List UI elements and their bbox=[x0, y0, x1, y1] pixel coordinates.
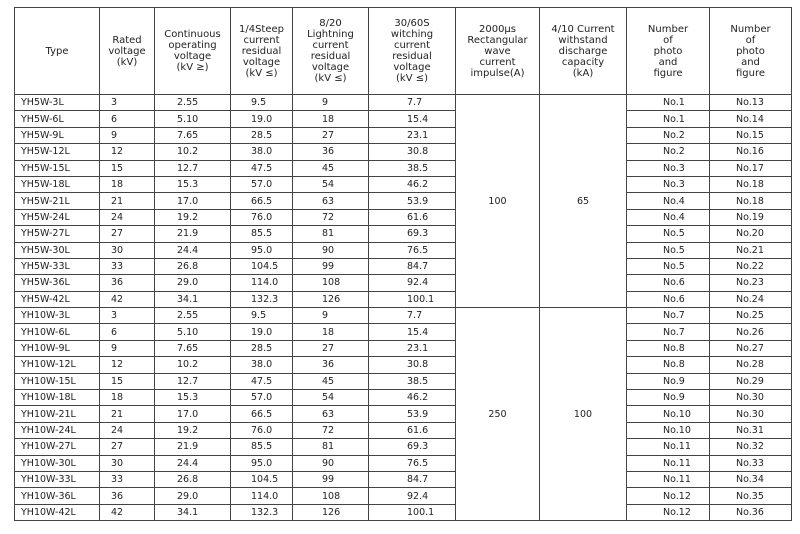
switching-residual-cell: 100.1 bbox=[369, 291, 456, 307]
type-cell: YH10W-15L bbox=[15, 373, 100, 389]
photo-number-cell: No.5 bbox=[627, 226, 710, 242]
figure-number-cell: No.26 bbox=[710, 324, 792, 340]
photo-number-cell: No.4 bbox=[627, 209, 710, 225]
type-cell: YH5W-18L bbox=[15, 176, 100, 192]
type-cell: YH5W-6L bbox=[15, 111, 100, 127]
rated-voltage-cell: 21 bbox=[100, 406, 155, 422]
header-line: voltage bbox=[108, 45, 146, 57]
lightning-residual-cell: 9 bbox=[293, 95, 369, 111]
steep-residual-cell: 114.0 bbox=[231, 488, 293, 504]
switching-residual-cell: 84.7 bbox=[369, 471, 456, 487]
continuous-voltage-cell: 26.8 bbox=[155, 258, 231, 274]
continuous-voltage-cell: 15.3 bbox=[155, 390, 231, 406]
rated-voltage-cell: 15 bbox=[100, 373, 155, 389]
header-line: discharge bbox=[558, 45, 608, 57]
lightning-residual-cell: 54 bbox=[293, 390, 369, 406]
figure-number-cell: No.35 bbox=[710, 488, 792, 504]
table-row bbox=[15, 488, 792, 504]
switching-residual-cell: 30.8 bbox=[369, 357, 456, 373]
table-row bbox=[15, 176, 792, 192]
switching-residual-cell: 100.1 bbox=[369, 504, 456, 520]
header-line: (kV ≤) bbox=[396, 73, 428, 84]
photo-number-cell: No.10 bbox=[627, 406, 710, 422]
type-cell: YH5W-12L bbox=[15, 144, 100, 160]
photo-number-cell: No.5 bbox=[627, 242, 710, 258]
switching-residual-cell: 38.5 bbox=[369, 373, 456, 389]
switching-residual-cell: 69.3 bbox=[369, 439, 456, 455]
continuous-voltage-cell: 21.9 bbox=[155, 226, 231, 242]
switching-residual-cell: 23.1 bbox=[369, 340, 456, 356]
figure-number-cell: No.20 bbox=[710, 226, 792, 242]
type-cell: YH10W-24L bbox=[15, 422, 100, 438]
continuous-voltage-cell: 24.4 bbox=[155, 242, 231, 258]
steep-residual-cell: 95.0 bbox=[231, 455, 293, 471]
lightning-residual-cell: 99 bbox=[293, 471, 369, 487]
header-line: Rectangular bbox=[467, 34, 528, 46]
rated-voltage-cell: 27 bbox=[100, 226, 155, 242]
type-cell: YH5W-21L bbox=[15, 193, 100, 209]
table-row bbox=[15, 242, 792, 258]
photo-number-cell: No.11 bbox=[627, 439, 710, 455]
continuous-voltage-cell: 15.3 bbox=[155, 176, 231, 192]
type-cell: YH10W-12L bbox=[15, 357, 100, 373]
switching-residual-cell: 76.5 bbox=[369, 242, 456, 258]
figure-number-cell: No.21 bbox=[710, 242, 792, 258]
type-cell: YH5W-15L bbox=[15, 160, 100, 176]
photo-number-cell: No.8 bbox=[627, 340, 710, 356]
steep-residual-cell: 66.5 bbox=[231, 193, 293, 209]
header-steep-residual-voltage bbox=[231, 8, 293, 95]
rated-voltage-cell: 3 bbox=[100, 95, 155, 111]
figure-number-cell: No.28 bbox=[710, 357, 792, 373]
table-row bbox=[15, 160, 792, 176]
continuous-voltage-cell: 10.2 bbox=[155, 357, 231, 373]
header-withstand-capacity bbox=[540, 8, 627, 95]
figure-number-cell: No.27 bbox=[710, 340, 792, 356]
switching-residual-cell: 61.6 bbox=[369, 422, 456, 438]
lightning-residual-cell: 18 bbox=[293, 324, 369, 340]
continuous-voltage-cell: 7.65 bbox=[155, 127, 231, 143]
header-line: current bbox=[243, 34, 280, 46]
figure-number-cell: No.32 bbox=[710, 439, 792, 455]
header-rated-voltage bbox=[100, 8, 155, 95]
type-cell: YH5W-9L bbox=[15, 127, 100, 143]
continuous-voltage-cell: 5.10 bbox=[155, 324, 231, 340]
rated-voltage-cell: 21 bbox=[100, 193, 155, 209]
figure-number-cell: No.34 bbox=[710, 471, 792, 487]
header-line: Number bbox=[647, 23, 689, 35]
figure-number-cell: No.24 bbox=[710, 291, 792, 307]
continuous-voltage-cell: 21.9 bbox=[155, 439, 231, 455]
continuous-voltage-cell: 34.1 bbox=[155, 504, 231, 520]
table-row bbox=[15, 455, 792, 471]
photo-number-cell: No.8 bbox=[627, 357, 710, 373]
lightning-residual-cell: 45 bbox=[293, 373, 369, 389]
figure-number-cell: No.16 bbox=[710, 144, 792, 160]
photo-number-cell: No.12 bbox=[627, 504, 710, 520]
header-line: (kV ≥) bbox=[176, 62, 209, 73]
lightning-residual-cell: 63 bbox=[293, 406, 369, 422]
table-row bbox=[15, 111, 792, 127]
switching-residual-cell: 46.2 bbox=[369, 390, 456, 406]
rated-voltage-cell: 33 bbox=[100, 258, 155, 274]
lightning-residual-cell: 9 bbox=[293, 308, 369, 324]
lightning-residual-cell: 63 bbox=[293, 193, 369, 209]
switching-residual-cell: 7.7 bbox=[369, 95, 456, 111]
header-line: voltage bbox=[311, 62, 350, 73]
header-row bbox=[15, 8, 792, 95]
header-line: (kV ≤) bbox=[245, 67, 278, 79]
photo-number-cell: No.6 bbox=[627, 291, 710, 307]
header-line: of bbox=[745, 34, 756, 46]
switching-residual-cell: 30.8 bbox=[369, 144, 456, 160]
rated-voltage-cell: 24 bbox=[100, 209, 155, 225]
rated-voltage-cell: 36 bbox=[100, 488, 155, 504]
steep-residual-cell: 19.0 bbox=[231, 324, 293, 340]
continuous-voltage-cell: 19.2 bbox=[155, 422, 231, 438]
table-header bbox=[15, 8, 792, 95]
rated-voltage-cell: 15 bbox=[100, 160, 155, 176]
table-row bbox=[15, 373, 792, 389]
lightning-residual-cell: 81 bbox=[293, 439, 369, 455]
steep-residual-cell: 28.5 bbox=[231, 127, 293, 143]
table-row bbox=[15, 357, 792, 373]
steep-residual-cell: 95.0 bbox=[231, 242, 293, 258]
figure-number-cell: No.22 bbox=[710, 258, 792, 274]
continuous-voltage-cell: 17.0 bbox=[155, 193, 231, 209]
continuous-voltage-cell: 29.0 bbox=[155, 275, 231, 291]
type-cell: YH5W-33L bbox=[15, 258, 100, 274]
steep-residual-cell: 85.5 bbox=[231, 226, 293, 242]
lightning-residual-cell: 18 bbox=[293, 111, 369, 127]
header-line: photo bbox=[653, 45, 683, 57]
header-line: Continuous bbox=[164, 29, 221, 40]
lightning-residual-cell: 108 bbox=[293, 275, 369, 291]
rated-voltage-cell: 6 bbox=[100, 324, 155, 340]
photo-number-cell: No.1 bbox=[627, 95, 710, 111]
photo-number-cell: No.1 bbox=[627, 111, 710, 127]
steep-residual-cell: 38.0 bbox=[231, 357, 293, 373]
rated-voltage-cell: 36 bbox=[100, 275, 155, 291]
figure-number-cell: No.30 bbox=[710, 390, 792, 406]
header-line: withstand bbox=[558, 34, 608, 46]
rated-voltage-cell: 6 bbox=[100, 111, 155, 127]
header-line: (kV) bbox=[116, 56, 138, 68]
header-line: current bbox=[312, 40, 349, 51]
table-row bbox=[15, 471, 792, 487]
lightning-residual-cell: 99 bbox=[293, 258, 369, 274]
header-line: Lightning bbox=[307, 29, 354, 40]
type-cell: YH5W-36L bbox=[15, 275, 100, 291]
table-row bbox=[15, 406, 792, 422]
lightning-residual-cell: 108 bbox=[293, 488, 369, 504]
continuous-voltage-cell: 5.10 bbox=[155, 111, 231, 127]
header-figure-number bbox=[710, 8, 792, 95]
header-continuous-voltage bbox=[155, 8, 231, 95]
steep-residual-cell: 57.0 bbox=[231, 176, 293, 192]
switching-residual-cell: 84.7 bbox=[369, 258, 456, 274]
rated-voltage-cell: 30 bbox=[100, 455, 155, 471]
lightning-residual-cell: 72 bbox=[293, 209, 369, 225]
steep-residual-cell: 9.5 bbox=[231, 308, 293, 324]
photo-number-cell: No.3 bbox=[627, 176, 710, 192]
switching-residual-cell: 61.6 bbox=[369, 209, 456, 225]
type-cell: YH10W-6L bbox=[15, 324, 100, 340]
header-line: (kA) bbox=[572, 67, 594, 79]
table-row bbox=[15, 258, 792, 274]
table-row bbox=[15, 209, 792, 225]
lightning-residual-cell: 36 bbox=[293, 144, 369, 160]
continuous-voltage-cell: 34.1 bbox=[155, 291, 231, 307]
table-row bbox=[15, 95, 792, 111]
header-line: 30/60S bbox=[394, 18, 430, 29]
header-line: (kV ≤) bbox=[314, 73, 347, 84]
continuous-voltage-cell: 24.4 bbox=[155, 455, 231, 471]
figure-number-cell: No.31 bbox=[710, 422, 792, 438]
lightning-residual-cell: 81 bbox=[293, 226, 369, 242]
header-line: capacity bbox=[561, 56, 605, 68]
type-cell: YH10W-21L bbox=[15, 406, 100, 422]
table-row bbox=[15, 390, 792, 406]
switching-residual-cell: 69.3 bbox=[369, 226, 456, 242]
continuous-voltage-cell: 12.7 bbox=[155, 373, 231, 389]
rated-voltage-cell: 27 bbox=[100, 439, 155, 455]
photo-number-cell: No.9 bbox=[627, 373, 710, 389]
steep-residual-cell: 66.5 bbox=[231, 406, 293, 422]
header-type: Type bbox=[15, 8, 100, 95]
arrester-spec-table bbox=[14, 7, 792, 521]
steep-residual-cell: 47.5 bbox=[231, 160, 293, 176]
header-line: 2000μs bbox=[478, 23, 517, 35]
table-row bbox=[15, 291, 792, 307]
header-line: photo bbox=[736, 45, 765, 57]
lightning-residual-cell: 54 bbox=[293, 176, 369, 192]
figure-number-cell: No.17 bbox=[710, 160, 792, 176]
figure-number-cell: No.18 bbox=[710, 193, 792, 209]
type-cell: YH5W-3L bbox=[15, 95, 100, 111]
rectangular-impulse-cell: 100 bbox=[456, 95, 540, 308]
photo-number-cell: No.3 bbox=[627, 160, 710, 176]
type-cell: YH10W-36L bbox=[15, 488, 100, 504]
switching-residual-cell: 7.7 bbox=[369, 308, 456, 324]
steep-residual-cell: 57.0 bbox=[231, 390, 293, 406]
table-body bbox=[15, 95, 792, 521]
switching-residual-cell: 38.5 bbox=[369, 160, 456, 176]
lightning-residual-cell: 126 bbox=[293, 504, 369, 520]
header-line: Number bbox=[730, 23, 771, 35]
photo-number-cell: No.9 bbox=[627, 390, 710, 406]
steep-residual-cell: 76.0 bbox=[231, 422, 293, 438]
rated-voltage-cell: 33 bbox=[100, 471, 155, 487]
switching-residual-cell: 92.4 bbox=[369, 488, 456, 504]
type-cell: YH10W-33L bbox=[15, 471, 100, 487]
steep-residual-cell: 114.0 bbox=[231, 275, 293, 291]
steep-residual-cell: 9.5 bbox=[231, 95, 293, 111]
table-row bbox=[15, 226, 792, 242]
steep-residual-cell: 38.0 bbox=[231, 144, 293, 160]
type-cell: YH10W-27L bbox=[15, 439, 100, 455]
figure-number-cell: No.36 bbox=[710, 504, 792, 520]
photo-number-cell: No.2 bbox=[627, 144, 710, 160]
figure-number-cell: No.19 bbox=[710, 209, 792, 225]
figure-number-cell: No.30 bbox=[710, 406, 792, 422]
photo-number-cell: No.6 bbox=[627, 275, 710, 291]
type-cell: YH5W-27L bbox=[15, 226, 100, 242]
type-cell: YH5W-42L bbox=[15, 291, 100, 307]
spec-table-container bbox=[14, 7, 791, 521]
figure-number-cell: No.33 bbox=[710, 455, 792, 471]
continuous-voltage-cell: 17.0 bbox=[155, 406, 231, 422]
header-line: impulse(A) bbox=[470, 67, 525, 79]
type-cell: YH10W-42L bbox=[15, 504, 100, 520]
figure-number-cell: No.29 bbox=[710, 373, 792, 389]
header-line: and bbox=[658, 56, 678, 68]
photo-number-cell: No.7 bbox=[627, 308, 710, 324]
rated-voltage-cell: 24 bbox=[100, 422, 155, 438]
header-line: 1/4Steep bbox=[238, 23, 284, 35]
table-row bbox=[15, 422, 792, 438]
lightning-residual-cell: 126 bbox=[293, 291, 369, 307]
lightning-residual-cell: 27 bbox=[293, 340, 369, 356]
photo-number-cell: No.12 bbox=[627, 488, 710, 504]
figure-number-cell: No.15 bbox=[710, 127, 792, 143]
header-line: 8/20 bbox=[319, 18, 342, 29]
steep-residual-cell: 19.0 bbox=[231, 111, 293, 127]
lightning-residual-cell: 36 bbox=[293, 357, 369, 373]
table-row bbox=[15, 144, 792, 160]
switching-residual-cell: 92.4 bbox=[369, 275, 456, 291]
rated-voltage-cell: 18 bbox=[100, 390, 155, 406]
lightning-residual-cell: 90 bbox=[293, 242, 369, 258]
continuous-voltage-cell: 19.2 bbox=[155, 209, 231, 225]
withstand-capacity-cell: 65 bbox=[540, 95, 627, 308]
photo-number-cell: No.11 bbox=[627, 455, 710, 471]
photo-number-cell: No.11 bbox=[627, 471, 710, 487]
header-line: residual bbox=[392, 51, 432, 62]
table-row bbox=[15, 340, 792, 356]
type-cell: YH5W-30L bbox=[15, 242, 100, 258]
photo-number-cell: No.2 bbox=[627, 127, 710, 143]
rated-voltage-cell: 42 bbox=[100, 504, 155, 520]
type-cell: YH10W-18L bbox=[15, 390, 100, 406]
table-row bbox=[15, 127, 792, 143]
rated-voltage-cell: 9 bbox=[100, 127, 155, 143]
rated-voltage-cell: 12 bbox=[100, 357, 155, 373]
steep-residual-cell: 76.0 bbox=[231, 209, 293, 225]
switching-residual-cell: 46.2 bbox=[369, 176, 456, 192]
switching-residual-cell: 23.1 bbox=[369, 127, 456, 143]
header-line: of bbox=[663, 34, 673, 46]
switching-residual-cell: 76.5 bbox=[369, 455, 456, 471]
withstand-capacity-cell: 100 bbox=[540, 308, 627, 521]
continuous-voltage-cell: 26.8 bbox=[155, 471, 231, 487]
steep-residual-cell: 104.5 bbox=[231, 471, 293, 487]
header-line: current bbox=[479, 56, 516, 68]
continuous-voltage-cell: 29.0 bbox=[155, 488, 231, 504]
continuous-voltage-cell: 7.65 bbox=[155, 340, 231, 356]
header-line: residual bbox=[310, 51, 351, 62]
rated-voltage-cell: 12 bbox=[100, 144, 155, 160]
rated-voltage-cell: 42 bbox=[100, 291, 155, 307]
table-row bbox=[15, 504, 792, 520]
lightning-residual-cell: 27 bbox=[293, 127, 369, 143]
header-line: operating bbox=[168, 40, 217, 51]
table-row bbox=[15, 275, 792, 291]
switching-residual-cell: 15.4 bbox=[369, 111, 456, 127]
steep-residual-cell: 104.5 bbox=[231, 258, 293, 274]
header-line: witching bbox=[390, 29, 434, 40]
steep-residual-cell: 132.3 bbox=[231, 504, 293, 520]
lightning-residual-cell: 72 bbox=[293, 422, 369, 438]
rated-voltage-cell: 3 bbox=[100, 308, 155, 324]
table-row bbox=[15, 193, 792, 209]
type-cell: YH10W-3L bbox=[15, 308, 100, 324]
figure-number-cell: No.13 bbox=[710, 95, 792, 111]
table-row bbox=[15, 308, 792, 324]
type-cell: YH10W-30L bbox=[15, 455, 100, 471]
type-cell: YH10W-9L bbox=[15, 340, 100, 356]
header-line: 4/10 Current bbox=[551, 23, 615, 35]
photo-number-cell: No.4 bbox=[627, 193, 710, 209]
figure-number-cell: No.25 bbox=[710, 308, 792, 324]
figure-number-cell: No.18 bbox=[710, 176, 792, 192]
photo-number-cell: No.10 bbox=[627, 422, 710, 438]
header-photo-number bbox=[627, 8, 710, 95]
steep-residual-cell: 85.5 bbox=[231, 439, 293, 455]
lightning-residual-cell: 45 bbox=[293, 160, 369, 176]
header-line: figure bbox=[653, 67, 683, 79]
header-line: and bbox=[741, 56, 760, 68]
rated-voltage-cell: 30 bbox=[100, 242, 155, 258]
rectangular-impulse-cell: 250 bbox=[456, 308, 540, 521]
switching-residual-cell: 53.9 bbox=[369, 406, 456, 422]
header-line: figure bbox=[735, 67, 766, 79]
figure-number-cell: No.14 bbox=[710, 111, 792, 127]
figure-number-cell: No.23 bbox=[710, 275, 792, 291]
steep-residual-cell: 28.5 bbox=[231, 340, 293, 356]
continuous-voltage-cell: 12.7 bbox=[155, 160, 231, 176]
steep-residual-cell: 132.3 bbox=[231, 291, 293, 307]
continuous-voltage-cell: 2.55 bbox=[155, 95, 231, 111]
rated-voltage-cell: 18 bbox=[100, 176, 155, 192]
header-line: Rated bbox=[112, 34, 142, 46]
rated-voltage-cell: 9 bbox=[100, 340, 155, 356]
photo-number-cell: No.5 bbox=[627, 258, 710, 274]
steep-residual-cell: 47.5 bbox=[231, 373, 293, 389]
header-line: residual bbox=[241, 45, 282, 57]
header-lightning-residual-voltage bbox=[293, 8, 369, 95]
switching-residual-cell: 53.9 bbox=[369, 193, 456, 209]
lightning-residual-cell: 90 bbox=[293, 455, 369, 471]
header-line: voltage bbox=[242, 56, 281, 68]
header-line: wave bbox=[484, 45, 511, 57]
header-line: current bbox=[393, 40, 431, 51]
header-switching-residual-voltage bbox=[369, 8, 456, 95]
photo-number-cell: No.7 bbox=[627, 324, 710, 340]
type-cell: YH5W-24L bbox=[15, 209, 100, 225]
table-row bbox=[15, 324, 792, 340]
continuous-voltage-cell: 2.55 bbox=[155, 308, 231, 324]
continuous-voltage-cell: 10.2 bbox=[155, 144, 231, 160]
header-rectangular-impulse bbox=[456, 8, 540, 95]
header-line: voltage bbox=[173, 51, 212, 62]
switching-residual-cell: 15.4 bbox=[369, 324, 456, 340]
header-line: voltage bbox=[393, 62, 431, 73]
table-row bbox=[15, 439, 792, 455]
